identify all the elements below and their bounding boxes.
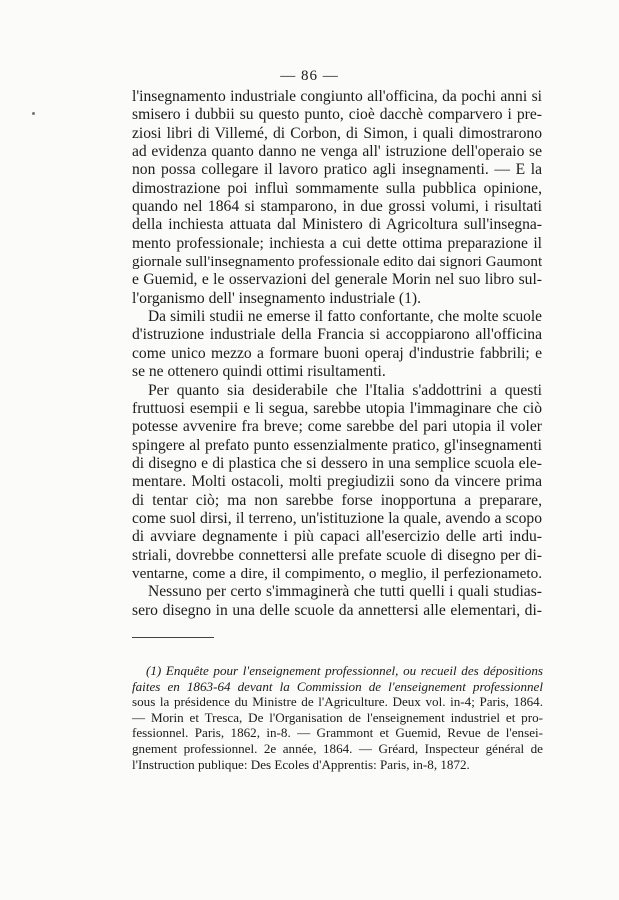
text-line: della inchiesta attuata dal Ministero di Agricoltura sull'insegna- — [132, 216, 542, 234]
footnote-line: faites en 1863-64 devant la Commission de l'enseignement professionnel — [132, 678, 543, 694]
text-line: ventarne, come a dire, il compimento, o meglio, il perfezionameto. — [132, 564, 542, 582]
text-line: Da simili studii ne emerse il fatto confortante, che molte scuole — [148, 308, 542, 326]
text-line: dimostrazione poi influì sommamente sulla pubblica opinione, — [132, 179, 542, 197]
text-line: non possa collegare il lavoro pratico agli insegnamenti. — E la — [132, 161, 542, 179]
text-line: spingere al prefato punto essenzialmente pratico, gl'insegnamenti — [132, 436, 542, 454]
text-line: sero disegno in una delle scuole da annettersi alle elementari, di- — [132, 601, 542, 619]
text-line: striali, dovrebbe connettersi alle prefate scuole di disegno per di- — [132, 546, 542, 564]
footnote — [132, 663, 543, 772]
footnote-line: gnement professionnel. 2e année, 1864. — Gréard, Inspecteur général de — [132, 740, 543, 756]
text-line: ad evidenza quanto danno ne venga all' istruzione dell'operaio se — [132, 143, 542, 161]
text-line: quando nel 1864 si stamparono, in due grossi volumi, i risultati — [132, 198, 542, 216]
text-line: fruttuosi esempii e li segua, sarebbe utopia l'immaginare che ciò — [132, 399, 542, 417]
text-line: di avviare degnamente i più capaci all'esercizio delle arti indu- — [132, 528, 542, 546]
text-line: l'organismo dell' insegnamento industriale (1). — [132, 289, 421, 307]
footnote-separator — [132, 637, 214, 638]
footnote-line: l'Instruction publique: Des Ecoles d'Apprentis: Paris, in-8, 1872. — [132, 756, 470, 772]
paper-speck — [32, 112, 35, 115]
text-line: l'insegnamento industriale congiunto all'officina, da pochi anni si — [132, 88, 542, 105]
text-line: come unico mezzo a formare buoni operaj d'industrie fabbrili; e — [132, 344, 542, 362]
text-line: Per quanto sia desiderabile che l'Italia s'addottrini a questi — [148, 381, 542, 399]
text-line: giornale sull'insegnamento professionale edito dai signori Gaumont — [132, 253, 543, 271]
footnote-line: (1) Enquête pour l'enseignement professionnel, ou recueil des dépositions — [146, 663, 543, 678]
text-line: come suol dirsi, il terreno, un'istituzione la quale, avendo a scopo — [132, 509, 542, 527]
footnote-line: fessionnel. Paris, 1862, in-8. — Grammont et Guemid, Revue de l'ensei- — [132, 725, 543, 741]
text-line: se ne ottenero quindi ottimi risultamenti. — [132, 363, 386, 381]
text-line: smisero i dubbii su questo punto, cioè dacchè comparvero i pre- — [132, 106, 542, 124]
text-line: e Guemid, e le osservazioni del generale Morin nel suo libro sul- — [132, 271, 542, 289]
text-line: d'istruzione industriale della Francia si accoppiarono all'officina — [132, 326, 542, 344]
footnote-line: — Morin et Tresca, De l'Organisation de l'enseignement industriel et pro- — [132, 709, 543, 725]
text-line: mentare. Molti ostacoli, molti pregiudizii sono da vincere prima — [132, 473, 542, 491]
text-line: di disegno e di plastica che si dessero in una semplice scuola ele- — [132, 454, 542, 472]
text-line: potesse avvenire fra breve; come sarebbe del pari utopia il voler — [132, 418, 542, 436]
page-number: — 86 — — [280, 68, 339, 84]
text-line: ziosi libri di Villemé, di Corbon, di Simon, i quali dimostrarono — [132, 124, 542, 142]
footnote-line: sous la présidence du Ministre de l'Agriculture. Deux vol. in-4; Paris, 1864. — [132, 694, 543, 710]
main-text — [132, 88, 542, 620]
text-line: Nessuno per certo s'immaginerà che tutti quelli i quali studias- — [148, 583, 542, 601]
text-line: di tentar ciò; ma non sarebbe forse inopportuna a preparare, — [132, 491, 542, 509]
text-line: mento professionale; inchiesta a cui dette ottima preparazione il — [132, 234, 542, 252]
